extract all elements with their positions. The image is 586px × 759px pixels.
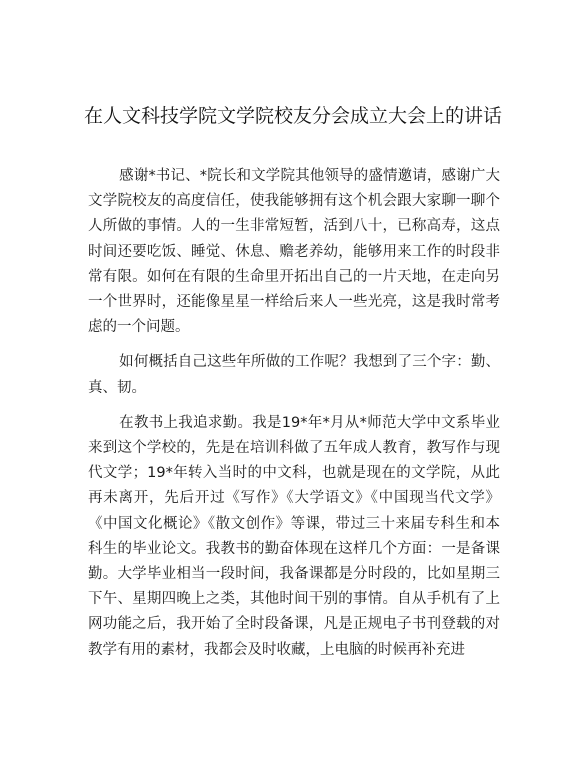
paragraph-2: 如何概括自己这些年所做的工作呢？我想到了三个字：勤、真、韧。 [88, 354, 500, 396]
paragraph-1: 感谢*书记、*院长和文学院其他领导的盛情邀请，感谢广大文学院校友的高度信任，使我能够拥有这个机会跟大家聊一聊个人所做的事情。人的一生非常短暂，活到八十，已称高寿，这点时间还要吃饭、睡觉、休息、赡老养幼，能够用来工作的时段非常有限。如何在有限的生命里开拓出自己的一片天地，在走向另一个世界时，还能像星星一样给后来人一些光亮，这是我时常考虑的一个问题。 [88, 168, 500, 336]
paragraph-3: 在教书上我追求勤。我是19*年*月从*师范大学中文系毕业来到这个学校的，先是在培训科做了五年成人教育，教写作与现代文学；19*年转入当时的中文科，也就是现在的文学院，从此再未离开，先后开过《写作》《大学语文》《中国现当代文学》《中国文化概论》《散文创作》等课，带过三十来届专科生和本科生的毕业论文。我教书的勤奋体现在这样几个方面：一是备课勤。大学毕业相当一段时间，我备课都是分时段的，比如星期三下午、星期四晚上之类，其他时间干别的事情。自从手机有了上网功能之后，我开始了全时段备课，凡是正规电子书刊登载的对教学有用的素材，我都会及时收藏，上电脑的时候再补充进 [88, 414, 500, 658]
document-body [88, 164, 500, 673]
document-title: 在人文科技学院文学院校友分会成立大会上的讲话 [83, 105, 502, 127]
